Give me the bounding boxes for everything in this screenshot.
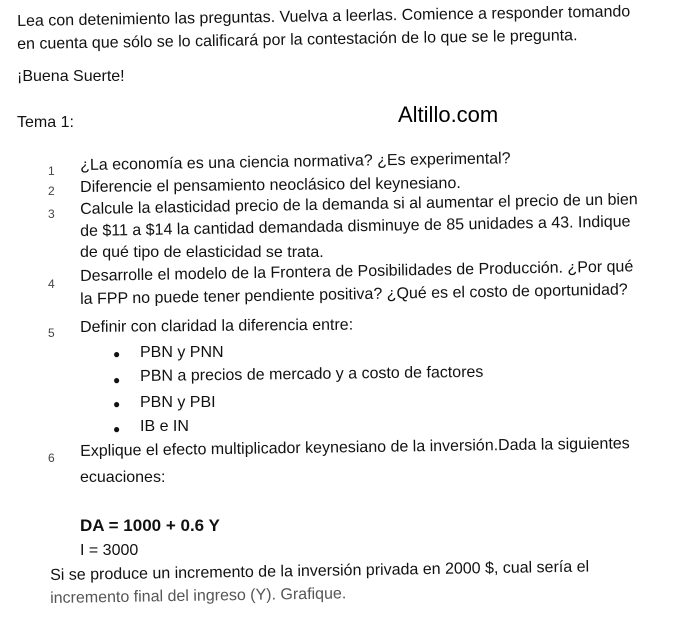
equation-i: I = 3000 xyxy=(80,542,139,559)
question-number-2: 2 xyxy=(48,184,55,198)
intro-line-1: Lea con detenimiento las preguntas. Vuelva a leerlas. Comience a responder tomando xyxy=(17,3,631,30)
question-1-line-1: ¿La economía es una ciencia normativa? ¿Es experimental? xyxy=(80,150,511,174)
bullet-dot: ● xyxy=(113,397,121,411)
equation-da: DA = 1000 + 0.6 Y xyxy=(80,516,220,535)
question-number-3: 3 xyxy=(48,207,55,221)
question-number-5: 5 xyxy=(48,326,55,340)
question-3-line-1: Calcule la elasticidad precio de la demanda si al aumentar el precio de un bien xyxy=(80,191,638,218)
question-3-line-2: de $11 a $14 la cantidad demandada disminuye de 85 unidades a 43. Indique xyxy=(80,213,631,240)
question-4-line-1: Desarrolle el modelo de la Frontera de Posibilidades de Producción. ¿Por qué xyxy=(80,258,634,285)
bullet-dot: ● xyxy=(113,373,121,387)
closing-line-2: incremento final del ingreso (Y). Grafique. xyxy=(50,585,347,607)
watermark: Altillo.com xyxy=(398,102,499,127)
tema-heading: Tema 1: xyxy=(17,114,74,131)
question-number-6: 6 xyxy=(48,451,55,465)
question-number-1: 1 xyxy=(48,164,55,178)
question-4-line-2: la FPP no puede tener pendiente positiva? ¿Qué es el costo de oportunidad? xyxy=(80,281,628,308)
closing-line-1: Si se produce un incremento de la inversión privada en 2000 $, cual sería el xyxy=(50,558,590,584)
question-5-line-1: Definir con claridad la diferencia entre: xyxy=(80,316,354,336)
question-6-line-1: Explique el efecto multiplicador keynesiano de la inversión.Dada la siguientes xyxy=(80,435,630,460)
question-3-line-3: de qué tipo de elasticidad se trata. xyxy=(80,244,324,261)
question-2-line-1: Diferencie el pensamiento neoclásico del keynesiano. xyxy=(80,175,461,196)
question-number-4: 4 xyxy=(48,277,55,291)
bullet-item-2: PBN a precios de mercado y a costo de factores xyxy=(140,363,484,385)
question-6-line-2: ecuaciones: xyxy=(80,469,166,486)
intro-line-3: ¡Buena Suerte! xyxy=(17,68,125,85)
bullet-item-1: PBN y PNN xyxy=(140,344,224,361)
bullet-item-4: IB e IN xyxy=(140,418,189,435)
bullet-dot: ● xyxy=(113,422,121,436)
intro-line-2: en cuenta que sólo se lo calificará por la contestación de lo que se le pregunta. xyxy=(17,27,578,53)
bullet-item-3: PBN y PBI xyxy=(140,394,216,411)
bullet-dot: ● xyxy=(113,347,121,361)
